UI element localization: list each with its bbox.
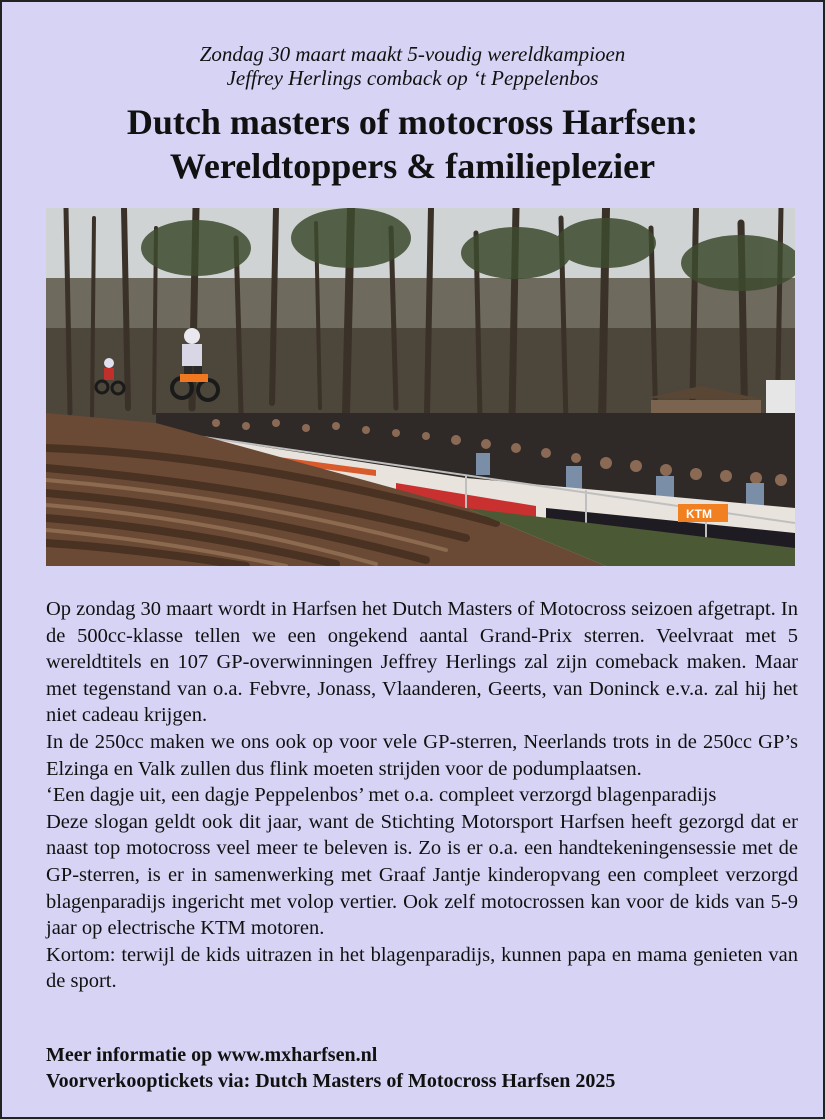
headline-line-2: Wereldtoppers & familieplezier xyxy=(169,146,656,186)
kicker-line-2: Jeffrey Herlings comback op ‘t Peppelenbos xyxy=(226,66,599,90)
body-paragraph-4: Deze slogan geldt ook dit jaar, want de Stichting Motorsport Harfsen heeft gezorgd dat er naast top motocross veel meer te beleven is. Zo is er o.a. een handtekeningensessie met de GP-sterren, is er in samenwerking met Graaf Jantje kinderopvang een compleet verzorgd blagenparadijs ingericht met volop vertier. Ook zelf motocrossen kan voor de kids van 5-9 jaar op electrische KTM motoren. xyxy=(46,810,798,940)
headline-line-1: Dutch masters of motocross Harfsen: xyxy=(126,102,699,142)
footer xyxy=(46,1042,798,1094)
body-paragraph-1: Op zondag 30 maart wordt in Harfsen het Dutch Masters of Motocross seizoen afgetrapt. In de 500cc-klasse tellen we een ongekend aantal Grand-Prix sterren. Veelvraat met 5 wereldtitels en 107 GP-overwinningen Jeffrey Herlings zal zijn comeback maken. Maar met tegenstand van o.a. Febvre, Jonass, Vlaanderen, Geerts, van Doninck e.v.a. zal hij het niet cadeau krijgen. xyxy=(46,598,799,727)
ktm-banner-text: KTM xyxy=(686,507,712,521)
body-paragraph-2: In de 250cc maken we ons ook op voor vele GP-sterren, Neerlands trots in de 250cc GP’s Elzinga en Valk zullen dus flink moeten strijden voor de podumplaatsen. xyxy=(46,730,798,780)
body-paragraph-3: ‘Een dagje uit, een dagje Peppelenbos’ met o.a. compleet verzorgd blagenparadijs xyxy=(46,784,717,807)
article-body xyxy=(46,596,798,995)
kicker-line-1: Zondag 30 maart maakt 5-voudig wereldkampioen xyxy=(199,42,626,66)
footer-tickets-line: Voorverkooptickets via: Dutch Masters of Motocross Harfsen 2025 xyxy=(46,1070,616,1092)
body-paragraph-5: Kortom: terwijl de kids uitrazen in het blagenparadijs, kunnen papa en mama genieten van de sport. xyxy=(46,943,798,993)
footer-info-line: Meer informatie op www.mxharfsen.nl xyxy=(46,1044,378,1066)
kicker xyxy=(2,42,823,90)
headline xyxy=(2,100,823,188)
motocross-photo xyxy=(46,208,795,566)
